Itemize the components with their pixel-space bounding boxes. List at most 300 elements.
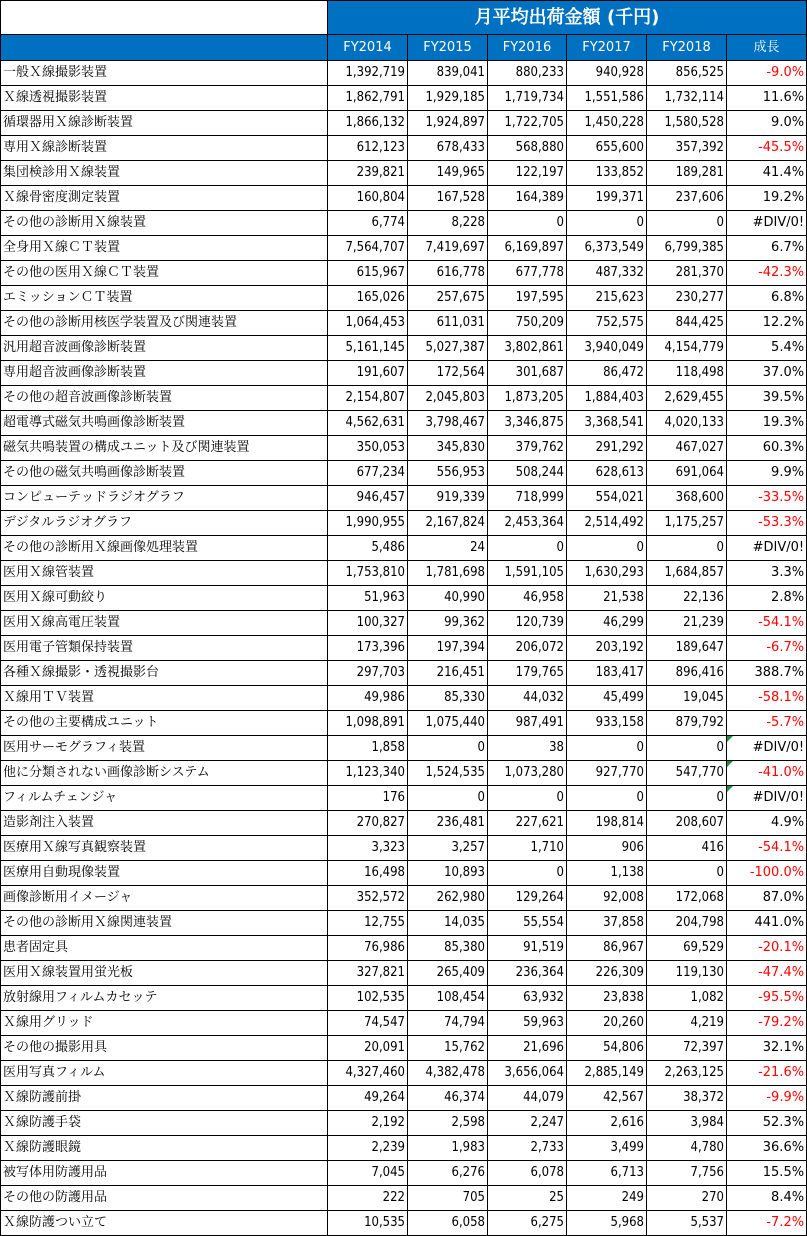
growth-cell[interactable]: 39.5% bbox=[727, 386, 807, 411]
row-name-cell[interactable]: 超電導式磁気共鳴画像診断装置 bbox=[1, 411, 328, 436]
row-name-cell[interactable]: エミッションＣＴ装置 bbox=[1, 286, 328, 311]
value-cell-fy2018[interactable]: 22,136 bbox=[647, 586, 727, 611]
value-cell-fy2014[interactable]: 1,858 bbox=[328, 736, 408, 761]
value-cell-fy2018[interactable]: 4,020,133 bbox=[647, 411, 727, 436]
value-cell-fy2018[interactable]: 172,068 bbox=[647, 886, 727, 911]
value-cell-fy2014[interactable]: 7,045 bbox=[328, 1161, 408, 1186]
row-name-cell[interactable]: デジタルラジオグラフ bbox=[1, 511, 328, 536]
value-cell-fy2018[interactable]: 1,732,114 bbox=[647, 86, 727, 111]
value-cell-fy2014[interactable]: 946,457 bbox=[328, 486, 408, 511]
row-name-cell[interactable]: 汎用超音波画像診断装置 bbox=[1, 336, 328, 361]
value-cell-fy2015[interactable]: 7,419,697 bbox=[408, 236, 488, 261]
value-cell-fy2016[interactable]: 880,233 bbox=[488, 61, 567, 86]
value-cell-fy2015[interactable]: 14,035 bbox=[408, 911, 488, 936]
value-cell-fy2014[interactable]: 1,866,132 bbox=[328, 111, 408, 136]
value-cell-fy2018[interactable]: 1,684,857 bbox=[647, 561, 727, 586]
growth-cell[interactable]: 4.9% bbox=[727, 811, 807, 836]
header-cell-name[interactable] bbox=[1, 35, 328, 61]
value-cell-fy2018[interactable]: 6,799,385 bbox=[647, 236, 727, 261]
value-cell-fy2016[interactable]: 2,453,364 bbox=[488, 511, 567, 536]
header-cell-fy2015[interactable]: FY2015 bbox=[408, 35, 488, 61]
header-cell-fy2017[interactable]: FY2017 bbox=[567, 35, 647, 61]
header-cell-fy2014[interactable]: FY2014 bbox=[328, 35, 408, 61]
value-cell-fy2017[interactable]: 46,299 bbox=[567, 611, 647, 636]
value-cell-fy2015[interactable]: 85,380 bbox=[408, 936, 488, 961]
value-cell-fy2018[interactable]: 204,798 bbox=[647, 911, 727, 936]
value-cell-fy2015[interactable]: 616,778 bbox=[408, 261, 488, 286]
value-cell-fy2017[interactable]: 6,713 bbox=[567, 1161, 647, 1186]
value-cell-fy2014[interactable]: 297,703 bbox=[328, 661, 408, 686]
value-cell-fy2016[interactable]: 206,072 bbox=[488, 636, 567, 661]
value-cell-fy2014[interactable]: 5,161,145 bbox=[328, 336, 408, 361]
growth-cell[interactable]: 5.4% bbox=[727, 336, 807, 361]
value-cell-fy2018[interactable]: 4,780 bbox=[647, 1136, 727, 1161]
growth-cell[interactable]: 8.4% bbox=[727, 1186, 807, 1211]
value-cell-fy2017[interactable]: 45,499 bbox=[567, 686, 647, 711]
value-cell-fy2016[interactable]: 6,078 bbox=[488, 1161, 567, 1186]
value-cell-fy2017[interactable]: 5,968 bbox=[567, 1211, 647, 1236]
value-cell-fy2015[interactable]: 8,228 bbox=[408, 211, 488, 236]
value-cell-fy2016[interactable]: 3,802,861 bbox=[488, 336, 567, 361]
row-name-cell[interactable]: 医用Ｘ線可動絞り bbox=[1, 586, 328, 611]
value-cell-fy2016[interactable]: 1,710 bbox=[488, 836, 567, 861]
row-name-cell[interactable]: 医療用自動現像装置 bbox=[1, 861, 328, 886]
value-cell-fy2014[interactable]: 350,053 bbox=[328, 436, 408, 461]
row-name-cell[interactable]: 医用写真フィルム bbox=[1, 1061, 328, 1086]
value-cell-fy2016[interactable]: 0 bbox=[488, 211, 567, 236]
value-cell-fy2016[interactable]: 1,873,205 bbox=[488, 386, 567, 411]
value-cell-fy2015[interactable]: 108,454 bbox=[408, 986, 488, 1011]
value-cell-fy2014[interactable]: 612,123 bbox=[328, 136, 408, 161]
growth-cell[interactable]: 19.2% bbox=[727, 186, 807, 211]
value-cell-fy2015[interactable]: 236,481 bbox=[408, 811, 488, 836]
value-cell-fy2017[interactable]: 2,616 bbox=[567, 1111, 647, 1136]
value-cell-fy2015[interactable]: 678,433 bbox=[408, 136, 488, 161]
row-name-cell[interactable]: その他の防護用品 bbox=[1, 1186, 328, 1211]
value-cell-fy2014[interactable]: 1,392,719 bbox=[328, 61, 408, 86]
value-cell-fy2017[interactable]: 0 bbox=[567, 736, 647, 761]
value-cell-fy2015[interactable]: 262,980 bbox=[408, 886, 488, 911]
value-cell-fy2016[interactable]: 59,963 bbox=[488, 1011, 567, 1036]
row-name-cell[interactable]: フィルムチェンジャ bbox=[1, 786, 328, 811]
growth-cell[interactable]: 388.7% bbox=[727, 661, 807, 686]
row-name-cell[interactable]: その他の磁気共鳴画像診断装置 bbox=[1, 461, 328, 486]
row-name-cell[interactable]: その他の主要構成ユニット bbox=[1, 711, 328, 736]
row-name-cell[interactable]: その他の撮影用具 bbox=[1, 1036, 328, 1061]
value-cell-fy2017[interactable]: 2,514,492 bbox=[567, 511, 647, 536]
growth-cell[interactable]: 37.0% bbox=[727, 361, 807, 386]
value-cell-fy2016[interactable]: 236,364 bbox=[488, 961, 567, 986]
growth-cell[interactable]: 12.2% bbox=[727, 311, 807, 336]
value-cell-fy2016[interactable]: 677,778 bbox=[488, 261, 567, 286]
value-cell-fy2014[interactable]: 4,327,460 bbox=[328, 1061, 408, 1086]
value-cell-fy2018[interactable]: 208,607 bbox=[647, 811, 727, 836]
value-cell-fy2016[interactable]: 21,696 bbox=[488, 1036, 567, 1061]
table-title[interactable]: 月平均出荷金額 (千円) bbox=[328, 1, 807, 35]
row-name-cell[interactable]: その他の超音波画像診断装置 bbox=[1, 386, 328, 411]
value-cell-fy2014[interactable]: 1,098,891 bbox=[328, 711, 408, 736]
value-cell-fy2016[interactable]: 3,656,064 bbox=[488, 1061, 567, 1086]
value-cell-fy2016[interactable]: 44,032 bbox=[488, 686, 567, 711]
value-cell-fy2014[interactable]: 4,562,631 bbox=[328, 411, 408, 436]
value-cell-fy2016[interactable]: 55,554 bbox=[488, 911, 567, 936]
value-cell-fy2016[interactable]: 1,722,705 bbox=[488, 111, 567, 136]
value-cell-fy2014[interactable]: 1,862,791 bbox=[328, 86, 408, 111]
value-cell-fy2018[interactable]: 69,529 bbox=[647, 936, 727, 961]
value-cell-fy2017[interactable]: 0 bbox=[567, 211, 647, 236]
value-cell-fy2017[interactable]: 21,538 bbox=[567, 586, 647, 611]
value-cell-fy2017[interactable]: 1,138 bbox=[567, 861, 647, 886]
value-cell-fy2014[interactable]: 6,774 bbox=[328, 211, 408, 236]
value-cell-fy2014[interactable]: 76,986 bbox=[328, 936, 408, 961]
row-name-cell[interactable]: 放射線用フィルムカセッテ bbox=[1, 986, 328, 1011]
value-cell-fy2016[interactable]: 301,687 bbox=[488, 361, 567, 386]
growth-cell[interactable]: -58.1% bbox=[727, 686, 807, 711]
row-name-cell[interactable]: 磁気共鳴装置の構成ユニット及び関連装置 bbox=[1, 436, 328, 461]
value-cell-fy2017[interactable]: 554,021 bbox=[567, 486, 647, 511]
row-name-cell[interactable]: 画像診断用イメージャ bbox=[1, 886, 328, 911]
row-name-cell[interactable]: 専用超音波画像診断装置 bbox=[1, 361, 328, 386]
value-cell-fy2018[interactable]: 2,629,455 bbox=[647, 386, 727, 411]
value-cell-fy2016[interactable]: 1,591,105 bbox=[488, 561, 567, 586]
value-cell-fy2016[interactable]: 46,958 bbox=[488, 586, 567, 611]
value-cell-fy2018[interactable]: 547,770 bbox=[647, 761, 727, 786]
value-cell-fy2015[interactable]: 3,257 bbox=[408, 836, 488, 861]
row-name-cell[interactable]: 全身用Ｘ線ＣＴ装置 bbox=[1, 236, 328, 261]
growth-cell[interactable]: 15.5% bbox=[727, 1161, 807, 1186]
row-name-cell[interactable]: 造影剤注入装置 bbox=[1, 811, 328, 836]
value-cell-fy2017[interactable]: 655,600 bbox=[567, 136, 647, 161]
value-cell-fy2016[interactable]: 2,733 bbox=[488, 1136, 567, 1161]
value-cell-fy2015[interactable]: 0 bbox=[408, 786, 488, 811]
value-cell-fy2014[interactable]: 677,234 bbox=[328, 461, 408, 486]
growth-cell[interactable]: 441.0% bbox=[727, 911, 807, 936]
growth-cell[interactable]: 52.3% bbox=[727, 1111, 807, 1136]
value-cell-fy2018[interactable]: 0 bbox=[647, 736, 727, 761]
growth-cell[interactable]: -9.9% bbox=[727, 1086, 807, 1111]
value-cell-fy2014[interactable]: 102,535 bbox=[328, 986, 408, 1011]
value-cell-fy2015[interactable]: 6,058 bbox=[408, 1211, 488, 1236]
value-cell-fy2017[interactable]: 42,567 bbox=[567, 1086, 647, 1111]
growth-cell[interactable]: 3.3% bbox=[727, 561, 807, 586]
value-cell-fy2014[interactable]: 49,986 bbox=[328, 686, 408, 711]
value-cell-fy2016[interactable]: 508,244 bbox=[488, 461, 567, 486]
row-name-cell[interactable]: 医用Ｘ線高電圧装置 bbox=[1, 611, 328, 636]
growth-cell[interactable]: 60.3% bbox=[727, 436, 807, 461]
value-cell-fy2018[interactable]: 0 bbox=[647, 861, 727, 886]
value-cell-fy2017[interactable]: 933,158 bbox=[567, 711, 647, 736]
growth-cell[interactable]: -47.4% bbox=[727, 961, 807, 986]
value-cell-fy2017[interactable]: 1,630,293 bbox=[567, 561, 647, 586]
value-cell-fy2017[interactable]: 940,928 bbox=[567, 61, 647, 86]
value-cell-fy2016[interactable]: 91,519 bbox=[488, 936, 567, 961]
growth-cell[interactable]: #DIV/0! bbox=[727, 536, 807, 561]
growth-cell[interactable]: -6.7% bbox=[727, 636, 807, 661]
value-cell-fy2017[interactable]: 927,770 bbox=[567, 761, 647, 786]
value-cell-fy2016[interactable]: 120,739 bbox=[488, 611, 567, 636]
row-name-cell[interactable]: 集団検診用Ｘ線装置 bbox=[1, 161, 328, 186]
value-cell-fy2015[interactable]: 172,564 bbox=[408, 361, 488, 386]
row-name-cell[interactable]: その他の医用Ｘ線ＣＴ装置 bbox=[1, 261, 328, 286]
value-cell-fy2017[interactable]: 628,613 bbox=[567, 461, 647, 486]
row-name-cell[interactable]: コンピューテッドラジオグラフ bbox=[1, 486, 328, 511]
value-cell-fy2016[interactable]: 227,621 bbox=[488, 811, 567, 836]
value-cell-fy2016[interactable]: 179,765 bbox=[488, 661, 567, 686]
value-cell-fy2018[interactable]: 118,498 bbox=[647, 361, 727, 386]
value-cell-fy2015[interactable]: 24 bbox=[408, 536, 488, 561]
value-cell-fy2014[interactable]: 49,264 bbox=[328, 1086, 408, 1111]
value-cell-fy2014[interactable]: 222 bbox=[328, 1186, 408, 1211]
row-name-cell[interactable]: 医療用Ｘ線写真観察装置 bbox=[1, 836, 328, 861]
value-cell-fy2018[interactable]: 119,130 bbox=[647, 961, 727, 986]
value-cell-fy2017[interactable]: 198,814 bbox=[567, 811, 647, 836]
value-cell-fy2018[interactable]: 467,027 bbox=[647, 436, 727, 461]
value-cell-fy2015[interactable]: 10,893 bbox=[408, 861, 488, 886]
value-cell-fy2015[interactable]: 2,045,803 bbox=[408, 386, 488, 411]
value-cell-fy2016[interactable]: 0 bbox=[488, 786, 567, 811]
value-cell-fy2014[interactable]: 1,990,955 bbox=[328, 511, 408, 536]
growth-cell[interactable]: 6.7% bbox=[727, 236, 807, 261]
value-cell-fy2014[interactable]: 20,091 bbox=[328, 1036, 408, 1061]
value-cell-fy2018[interactable]: 4,154,779 bbox=[647, 336, 727, 361]
value-cell-fy2017[interactable]: 203,192 bbox=[567, 636, 647, 661]
row-name-cell[interactable]: 医用電子管類保持装置 bbox=[1, 636, 328, 661]
value-cell-fy2014[interactable]: 191,607 bbox=[328, 361, 408, 386]
value-cell-fy2018[interactable]: 0 bbox=[647, 211, 727, 236]
value-cell-fy2016[interactable]: 44,079 bbox=[488, 1086, 567, 1111]
value-cell-fy2018[interactable]: 270 bbox=[647, 1186, 727, 1211]
value-cell-fy2018[interactable]: 19,045 bbox=[647, 686, 727, 711]
row-name-cell[interactable]: Ｘ線防護つい立て bbox=[1, 1211, 328, 1236]
value-cell-fy2017[interactable]: 199,371 bbox=[567, 186, 647, 211]
value-cell-fy2015[interactable]: 74,794 bbox=[408, 1011, 488, 1036]
value-cell-fy2014[interactable]: 1,064,453 bbox=[328, 311, 408, 336]
value-cell-fy2017[interactable]: 3,368,541 bbox=[567, 411, 647, 436]
row-name-cell[interactable]: 患者固定具 bbox=[1, 936, 328, 961]
value-cell-fy2015[interactable]: 85,330 bbox=[408, 686, 488, 711]
growth-cell[interactable]: -7.2% bbox=[727, 1211, 807, 1236]
value-cell-fy2017[interactable]: 37,858 bbox=[567, 911, 647, 936]
value-cell-fy2017[interactable]: 1,884,403 bbox=[567, 386, 647, 411]
growth-cell[interactable]: 2.8% bbox=[727, 586, 807, 611]
value-cell-fy2017[interactable]: 133,852 bbox=[567, 161, 647, 186]
value-cell-fy2018[interactable]: 0 bbox=[647, 536, 727, 561]
value-cell-fy2014[interactable]: 160,804 bbox=[328, 186, 408, 211]
value-cell-fy2016[interactable]: 3,346,875 bbox=[488, 411, 567, 436]
value-cell-fy2015[interactable]: 2,167,824 bbox=[408, 511, 488, 536]
growth-cell[interactable]: -54.1% bbox=[727, 836, 807, 861]
row-name-cell[interactable]: Ｘ線用ＴＶ装置 bbox=[1, 686, 328, 711]
value-cell-fy2015[interactable]: 216,451 bbox=[408, 661, 488, 686]
value-cell-fy2018[interactable]: 5,537 bbox=[647, 1211, 727, 1236]
value-cell-fy2016[interactable]: 63,932 bbox=[488, 986, 567, 1011]
value-cell-fy2018[interactable]: 844,425 bbox=[647, 311, 727, 336]
value-cell-fy2016[interactable]: 38 bbox=[488, 736, 567, 761]
value-cell-fy2016[interactable]: 6,169,897 bbox=[488, 236, 567, 261]
value-cell-fy2015[interactable]: 265,409 bbox=[408, 961, 488, 986]
value-cell-fy2015[interactable]: 167,528 bbox=[408, 186, 488, 211]
value-cell-fy2016[interactable]: 750,209 bbox=[488, 311, 567, 336]
growth-cell[interactable]: -33.5% bbox=[727, 486, 807, 511]
growth-cell[interactable]: 36.6% bbox=[727, 1136, 807, 1161]
value-cell-fy2014[interactable]: 270,827 bbox=[328, 811, 408, 836]
value-cell-fy2018[interactable]: 1,175,257 bbox=[647, 511, 727, 536]
value-cell-fy2017[interactable]: 291,292 bbox=[567, 436, 647, 461]
value-cell-fy2015[interactable]: 1,924,897 bbox=[408, 111, 488, 136]
value-cell-fy2016[interactable]: 987,491 bbox=[488, 711, 567, 736]
value-cell-fy2018[interactable]: 1,580,528 bbox=[647, 111, 727, 136]
value-cell-fy2016[interactable]: 122,197 bbox=[488, 161, 567, 186]
value-cell-fy2018[interactable]: 189,647 bbox=[647, 636, 727, 661]
growth-cell[interactable]: -5.7% bbox=[727, 711, 807, 736]
value-cell-fy2015[interactable]: 149,965 bbox=[408, 161, 488, 186]
title-blank-cell[interactable] bbox=[1, 1, 328, 35]
value-cell-fy2015[interactable]: 257,675 bbox=[408, 286, 488, 311]
value-cell-fy2017[interactable]: 20,260 bbox=[567, 1011, 647, 1036]
growth-cell[interactable]: #DIV/0! bbox=[727, 211, 807, 236]
value-cell-fy2015[interactable]: 2,598 bbox=[408, 1111, 488, 1136]
value-cell-fy2014[interactable]: 2,154,807 bbox=[328, 386, 408, 411]
header-cell-fy2018[interactable]: FY2018 bbox=[647, 35, 727, 61]
growth-cell[interactable]: 6.8% bbox=[727, 286, 807, 311]
row-name-cell[interactable]: 各種Ｘ線撮影・透視撮影台 bbox=[1, 661, 328, 686]
value-cell-fy2016[interactable]: 164,389 bbox=[488, 186, 567, 211]
header-cell-fy2016[interactable]: FY2016 bbox=[488, 35, 567, 61]
value-cell-fy2017[interactable]: 6,373,549 bbox=[567, 236, 647, 261]
value-cell-fy2017[interactable]: 249 bbox=[567, 1186, 647, 1211]
row-name-cell[interactable]: その他の診断用核医学装置及び関連装置 bbox=[1, 311, 328, 336]
value-cell-fy2016[interactable]: 197,595 bbox=[488, 286, 567, 311]
row-name-cell[interactable]: その他の診断用Ｘ線画像処理装置 bbox=[1, 536, 328, 561]
row-name-cell[interactable]: 他に分類されない画像診断システム bbox=[1, 761, 328, 786]
value-cell-fy2018[interactable]: 4,219 bbox=[647, 1011, 727, 1036]
value-cell-fy2014[interactable]: 165,026 bbox=[328, 286, 408, 311]
row-name-cell[interactable]: その他の診断用Ｘ線装置 bbox=[1, 211, 328, 236]
value-cell-fy2014[interactable]: 3,323 bbox=[328, 836, 408, 861]
value-cell-fy2017[interactable]: 906 bbox=[567, 836, 647, 861]
value-cell-fy2016[interactable]: 718,999 bbox=[488, 486, 567, 511]
value-cell-fy2015[interactable]: 3,798,467 bbox=[408, 411, 488, 436]
value-cell-fy2014[interactable]: 1,753,810 bbox=[328, 561, 408, 586]
value-cell-fy2015[interactable]: 46,374 bbox=[408, 1086, 488, 1111]
value-cell-fy2014[interactable]: 176 bbox=[328, 786, 408, 811]
value-cell-fy2015[interactable]: 0 bbox=[408, 736, 488, 761]
value-cell-fy2014[interactable]: 10,535 bbox=[328, 1211, 408, 1236]
value-cell-fy2018[interactable]: 189,281 bbox=[647, 161, 727, 186]
value-cell-fy2017[interactable]: 0 bbox=[567, 786, 647, 811]
growth-cell[interactable]: -79.2% bbox=[727, 1011, 807, 1036]
value-cell-fy2017[interactable]: 2,885,149 bbox=[567, 1061, 647, 1086]
growth-cell[interactable]: 19.3% bbox=[727, 411, 807, 436]
growth-cell[interactable]: 11.6% bbox=[727, 86, 807, 111]
value-cell-fy2016[interactable]: 0 bbox=[488, 536, 567, 561]
value-cell-fy2017[interactable]: 0 bbox=[567, 536, 647, 561]
row-name-cell[interactable]: Ｘ線防護眼鏡 bbox=[1, 1136, 328, 1161]
value-cell-fy2014[interactable]: 2,192 bbox=[328, 1111, 408, 1136]
value-cell-fy2016[interactable]: 2,247 bbox=[488, 1111, 567, 1136]
header-cell-growth[interactable]: 成長 bbox=[727, 35, 807, 61]
value-cell-fy2014[interactable]: 12,755 bbox=[328, 911, 408, 936]
row-name-cell[interactable]: 専用Ｘ線診断装置 bbox=[1, 136, 328, 161]
value-cell-fy2018[interactable]: 879,792 bbox=[647, 711, 727, 736]
value-cell-fy2017[interactable]: 3,499 bbox=[567, 1136, 647, 1161]
value-cell-fy2018[interactable]: 2,263,125 bbox=[647, 1061, 727, 1086]
value-cell-fy2017[interactable]: 183,417 bbox=[567, 661, 647, 686]
value-cell-fy2015[interactable]: 4,382,478 bbox=[408, 1061, 488, 1086]
value-cell-fy2015[interactable]: 197,394 bbox=[408, 636, 488, 661]
growth-cell[interactable]: -21.6% bbox=[727, 1061, 807, 1086]
row-name-cell[interactable]: Ｘ線透視撮影装置 bbox=[1, 86, 328, 111]
value-cell-fy2018[interactable]: 691,064 bbox=[647, 461, 727, 486]
value-cell-fy2016[interactable]: 1,719,734 bbox=[488, 86, 567, 111]
growth-cell[interactable]: -41.0% bbox=[727, 761, 807, 786]
value-cell-fy2015[interactable]: 1,983 bbox=[408, 1136, 488, 1161]
value-cell-fy2015[interactable]: 839,041 bbox=[408, 61, 488, 86]
value-cell-fy2018[interactable]: 281,370 bbox=[647, 261, 727, 286]
value-cell-fy2018[interactable]: 896,416 bbox=[647, 661, 727, 686]
value-cell-fy2016[interactable]: 1,073,280 bbox=[488, 761, 567, 786]
value-cell-fy2017[interactable]: 54,806 bbox=[567, 1036, 647, 1061]
value-cell-fy2017[interactable]: 215,623 bbox=[567, 286, 647, 311]
value-cell-fy2018[interactable]: 357,392 bbox=[647, 136, 727, 161]
value-cell-fy2018[interactable]: 237,606 bbox=[647, 186, 727, 211]
value-cell-fy2015[interactable]: 611,031 bbox=[408, 311, 488, 336]
row-name-cell[interactable]: 医用Ｘ線管装置 bbox=[1, 561, 328, 586]
value-cell-fy2018[interactable]: 416 bbox=[647, 836, 727, 861]
value-cell-fy2015[interactable]: 99,362 bbox=[408, 611, 488, 636]
value-cell-fy2016[interactable]: 0 bbox=[488, 861, 567, 886]
value-cell-fy2014[interactable]: 7,564,707 bbox=[328, 236, 408, 261]
growth-cell[interactable]: #DIV/0! bbox=[727, 736, 807, 761]
value-cell-fy2017[interactable]: 752,575 bbox=[567, 311, 647, 336]
growth-cell[interactable]: -42.3% bbox=[727, 261, 807, 286]
growth-cell[interactable]: -53.3% bbox=[727, 511, 807, 536]
value-cell-fy2016[interactable]: 568,880 bbox=[488, 136, 567, 161]
growth-cell[interactable]: 9.9% bbox=[727, 461, 807, 486]
value-cell-fy2015[interactable]: 5,027,387 bbox=[408, 336, 488, 361]
growth-cell[interactable]: -9.0% bbox=[727, 61, 807, 86]
value-cell-fy2014[interactable]: 100,327 bbox=[328, 611, 408, 636]
value-cell-fy2017[interactable]: 1,450,228 bbox=[567, 111, 647, 136]
value-cell-fy2015[interactable]: 1,929,185 bbox=[408, 86, 488, 111]
value-cell-fy2017[interactable]: 1,551,586 bbox=[567, 86, 647, 111]
value-cell-fy2015[interactable]: 556,953 bbox=[408, 461, 488, 486]
growth-cell[interactable]: 87.0% bbox=[727, 886, 807, 911]
row-name-cell[interactable]: 医用サーモグラフィ装置 bbox=[1, 736, 328, 761]
value-cell-fy2018[interactable]: 368,600 bbox=[647, 486, 727, 511]
value-cell-fy2017[interactable]: 92,008 bbox=[567, 886, 647, 911]
value-cell-fy2018[interactable]: 230,277 bbox=[647, 286, 727, 311]
growth-cell[interactable]: 41.4% bbox=[727, 161, 807, 186]
value-cell-fy2018[interactable]: 38,372 bbox=[647, 1086, 727, 1111]
growth-cell[interactable]: -54.1% bbox=[727, 611, 807, 636]
value-cell-fy2018[interactable]: 7,756 bbox=[647, 1161, 727, 1186]
value-cell-fy2018[interactable]: 3,984 bbox=[647, 1111, 727, 1136]
value-cell-fy2017[interactable]: 86,967 bbox=[567, 936, 647, 961]
value-cell-fy2016[interactable]: 129,264 bbox=[488, 886, 567, 911]
growth-cell[interactable]: -100.0% bbox=[727, 861, 807, 886]
value-cell-fy2014[interactable]: 51,963 bbox=[328, 586, 408, 611]
value-cell-fy2017[interactable]: 23,838 bbox=[567, 986, 647, 1011]
value-cell-fy2016[interactable]: 6,275 bbox=[488, 1211, 567, 1236]
row-name-cell[interactable]: Ｘ線骨密度測定装置 bbox=[1, 186, 328, 211]
value-cell-fy2015[interactable]: 6,276 bbox=[408, 1161, 488, 1186]
growth-cell[interactable]: 32.1% bbox=[727, 1036, 807, 1061]
value-cell-fy2014[interactable]: 615,967 bbox=[328, 261, 408, 286]
row-name-cell[interactable]: 一般Ｘ線撮影装置 bbox=[1, 61, 328, 86]
value-cell-fy2018[interactable]: 1,082 bbox=[647, 986, 727, 1011]
growth-cell[interactable]: #DIV/0! bbox=[727, 786, 807, 811]
